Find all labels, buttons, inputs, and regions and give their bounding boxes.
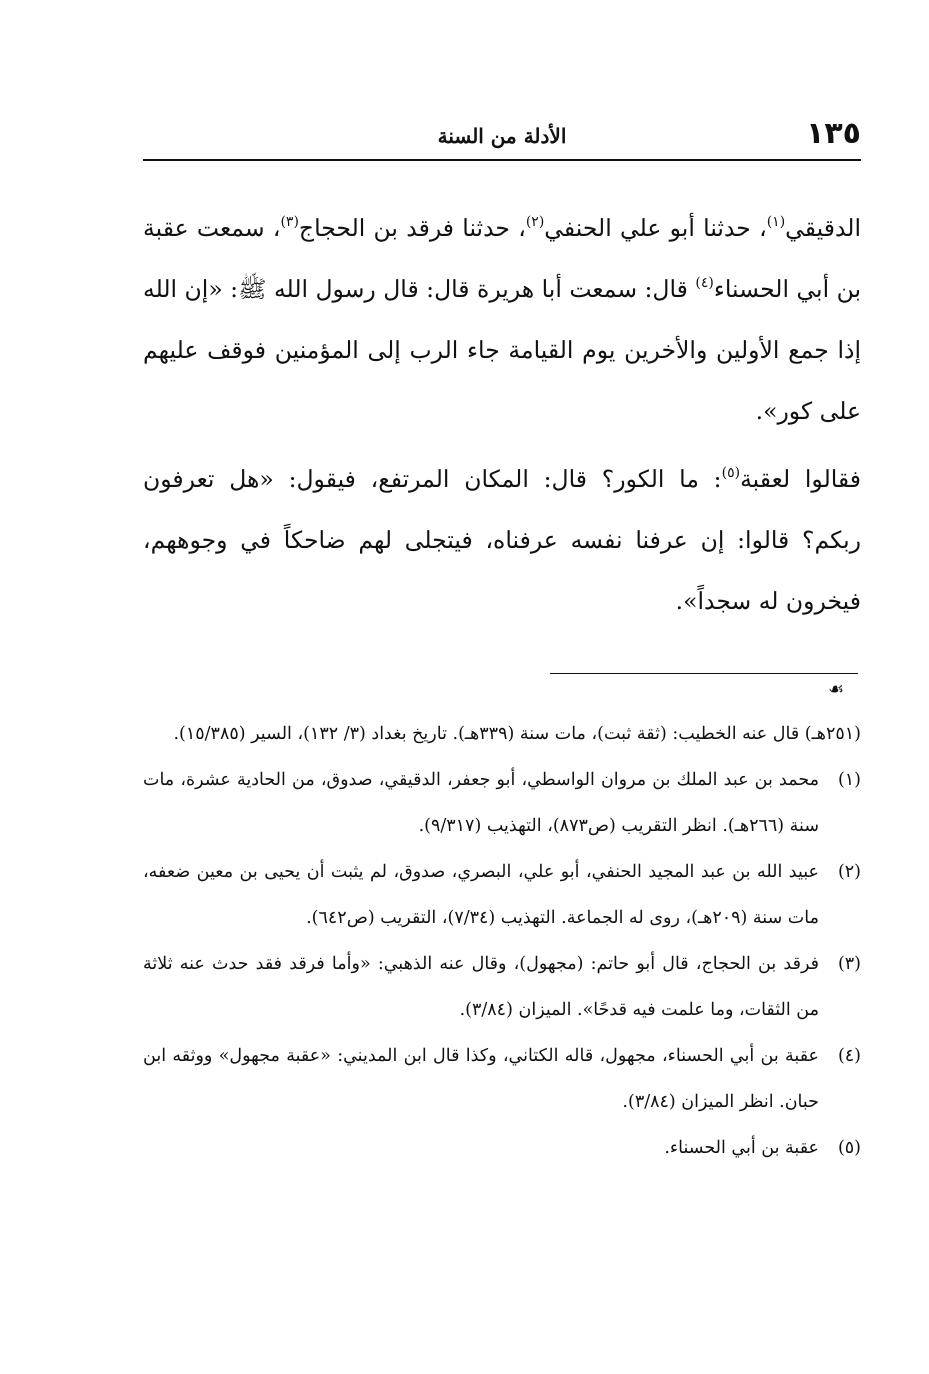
footnote-ref-2: (٢) xyxy=(525,214,545,231)
paragraph-2 xyxy=(143,449,861,632)
footnote-item xyxy=(143,849,861,941)
footnotes xyxy=(143,711,861,1171)
footnote-label: (٥) xyxy=(837,1138,861,1158)
page-header xyxy=(143,112,861,158)
footnote-label: (١) xyxy=(837,770,861,790)
footnote-text: عقبة بن أبي الحسناء. xyxy=(664,1138,819,1158)
footnote-item xyxy=(143,941,861,1033)
footnote-ref-5: (٥) xyxy=(721,465,741,482)
footnote-label: (٢) xyxy=(837,862,861,882)
running-title: الأدلة من السنة xyxy=(437,124,567,148)
paragraph-1-text: ، حدثنا فرقد بن الحجاج xyxy=(298,214,526,242)
header-rule xyxy=(143,159,861,161)
main-text xyxy=(143,198,861,632)
footnote-continuation: (٢٥١هـ) قال عنه الخطيب: (ثقة ثبت)، مات سنة (٣٣٩هـ). تاريخ بغداد (٣/ ١٣٢)، السير (١٥/٣٨٥). xyxy=(173,724,861,744)
footnote-ref-1: (١) xyxy=(766,214,786,231)
footnote-item xyxy=(143,1125,861,1171)
footnote-separator xyxy=(550,673,858,674)
footnote-label: (٣) xyxy=(837,954,861,974)
footnote-text: عبيد الله بن عبد المجيد الحنفي، أبو علي، البصري، صدوق، لم يثبت أن يحيى بن معين ضعفه، مات سنة (٢٠٩هـ)، روى له الجماعة. التهذيب (٧/٣٤)، التقريب (ص٦٤٢). xyxy=(143,862,819,928)
paragraph-1-text: الدقيقي xyxy=(785,214,861,242)
footnote-ref-4: (٤) xyxy=(695,275,714,292)
continuation-mark-icon: ☙ xyxy=(828,679,845,700)
footnote-item xyxy=(143,1033,861,1125)
footnote-item xyxy=(143,757,861,849)
paragraph-1-text: قال: سمعت أبا هريرة قال: قال رسول الله ﷺ: «إن الله إذا جمع الأولين والأخرين يوم القيامة جاء الرب إلى المؤمنين فوقف عليهم على كور». xyxy=(143,275,861,425)
footnote-label: (٤) xyxy=(837,1046,861,1066)
footnote-text: عقبة بن أبي الحسناء، مجهول، قاله الكتاني، وكذا قال ابن المديني: «عقبة مجهول» ووثقه ابن حبان. انظر الميزان (٣/٨٤). xyxy=(143,1046,819,1112)
footnote-ref-3: (٣) xyxy=(280,214,299,231)
paragraph-2-text: : ما الكور؟ قال: المكان المرتفع، فيقول: «هل تعرفون ربكم؟ قالوا: إن عرفنا نفسه عرفناه، فيتجلى لهم ضاحكاً في وجوههم، فيخرون له سجداً». xyxy=(143,465,861,615)
paragraph-1-text: ، سمعت عقبة بن أبي الحسناء xyxy=(143,214,861,303)
footnote-text: فرقد بن الحجاج، قال أبو حاتم: (مجهول)، وقال عنه الذهبي: «وأما فرقد فقد حدث عنه ثلاثة من الثقات، وما علمت فيه قدحًا». الميزان (٣/٨٤). xyxy=(143,954,819,1020)
footnote-text: محمد بن عبد الملك بن مروان الواسطي، أبو جعفر، الدقيقي، صدوق، من الحادية عشرة، مات سنة (٢٦٦هـ). انظر التقريب (ص٨٧٣)، التهذيب (٩/٣١٧). xyxy=(143,770,819,836)
paragraph-2-text: فقالوا لعقبة xyxy=(740,465,862,493)
paragraph-1 xyxy=(143,198,861,442)
paragraph-1-text: ، حدثنا أبو علي الحنفي xyxy=(544,214,767,242)
page-number: ١٣٥ xyxy=(806,116,861,151)
